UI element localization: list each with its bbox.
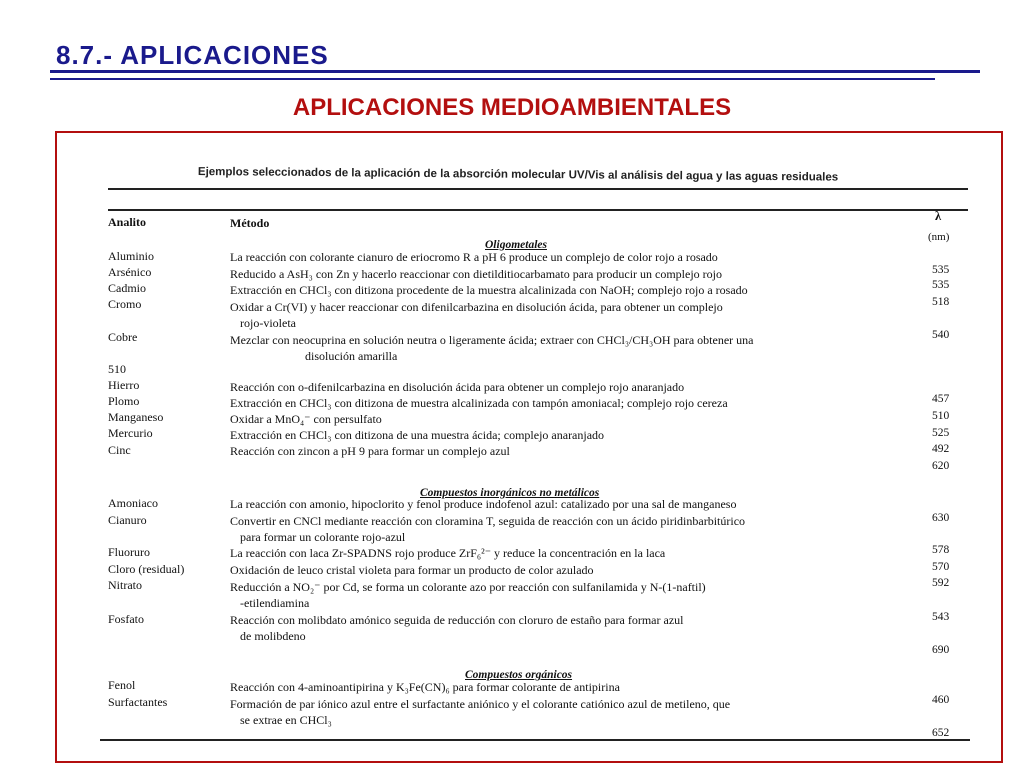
table-top-rule <box>108 188 968 190</box>
analyte-cell: Fenol <box>108 678 136 692</box>
section-title-organic: Compuestos orgánicos <box>465 669 573 681</box>
analyte-cell: Aluminio <box>108 249 155 263</box>
method-cell: Reacción con o-difenilcarbazina en disolución ácida para obtener un complejo rojo anaranjado <box>230 380 685 394</box>
analyte-cell: Arsénico <box>108 265 152 279</box>
analyte-cell: Cobre <box>108 330 138 344</box>
table-caption: Ejemplos seleccionados de la aplicación de la absorción molecular UV/Vis al análisis del agua y las aguas residuales <box>197 166 839 184</box>
lambda-cell: 652 <box>932 727 950 739</box>
header-analyte: Analito <box>108 215 147 229</box>
lambda-cell: 457 <box>932 393 950 405</box>
method-cell: La reacción con laca Zr-SPADNS rojo produce ZrF₆²⁻ y reduce la concentración en la laca <box>230 546 666 560</box>
method-cell: Reducido a AsH₃ con Zn y hacerlo reaccionar con dietilditiocarbamato para producir un complejo rojo <box>230 267 723 281</box>
analyte-cell: Hierro <box>108 378 140 392</box>
method-cell: Oxidación de leuco cristal violeta para formar un producto de color azulado <box>230 563 594 577</box>
analyte-cell: Fluoruro <box>108 545 150 559</box>
title-underline-secondary <box>50 78 935 80</box>
analyte-cell: Cinc <box>108 443 131 457</box>
lambda-cell: 525 <box>932 427 950 439</box>
analyte-cell: 510 <box>108 362 126 376</box>
method-cell: Formación de par iónico azul entre el surfactante aniónico y el colorante catiónico azul de metileno, que <box>230 697 731 711</box>
slide-subtitle: APLICACIONES MEDIOAMBIENTALES <box>292 94 732 121</box>
slide-title: 8.7.- APLICACIONES <box>56 40 329 70</box>
title-underline <box>50 70 980 73</box>
lambda-cell: 592 <box>932 577 950 589</box>
header-lambda-unit: (nm) <box>928 231 950 243</box>
method-cell-continued: se extrae en CHCl₃ <box>240 713 332 727</box>
lambda-cell: 630 <box>932 512 950 524</box>
method-cell: Reacción con 4-aminoantipirina y K₃Fe(CN)₆ para formar colorante de antipirina <box>230 680 620 694</box>
method-cell: Extracción en CHCl₃ con ditizona de muestra alcalinizada con tampón amoniacal; complejo rojo cereza <box>230 396 728 410</box>
method-cell: Reacción con molibdato amónico seguida de reducción con cloruro de estaño para formar azul <box>230 613 684 627</box>
analyte-cell: Manganeso <box>108 410 164 424</box>
analyte-cell: Fosfato <box>108 612 144 626</box>
analyte-cell: Cianuro <box>108 513 147 527</box>
method-cell: La reacción con colorante cianuro de eriocromo R a pH 6 produce un complejo de color rojo a rosado <box>230 250 718 264</box>
lambda-cell: 492 <box>932 443 950 455</box>
lambda-cell: 578 <box>932 544 950 556</box>
method-cell: Reducción a NO₂⁻ por Cd, se forma un colorante azo por reacción con sulfanilamida y N-(1-naftil) <box>230 580 706 594</box>
method-cell-continued: -etilendiamina <box>240 596 310 610</box>
method-cell-continued: rojo-violeta <box>240 316 296 330</box>
method-cell: Mezclar con neocuprina en solución neutra o ligeramente ácida; extraer con CHCl₃/CH₃OH para obtener una <box>230 333 754 347</box>
method-cell: Oxidar a Cr(VI) y hacer reaccionar con difenilcarbazina en disolución ácida, para obtener un complejo <box>230 300 723 314</box>
lambda-cell: 518 <box>932 296 950 308</box>
analyte-cell: Plomo <box>108 394 140 408</box>
method-cell-continued: disolución amarilla <box>305 349 398 363</box>
lambda-cell: 690 <box>932 644 950 656</box>
table-bottom-rule <box>100 739 970 741</box>
analyte-cell: Cloro (residual) <box>108 562 185 576</box>
lambda-cell: 543 <box>932 611 950 623</box>
method-cell-continued: para formar un colorante rojo-azul <box>240 530 406 544</box>
analyte-cell: Nitrato <box>108 578 142 592</box>
method-cell: Extracción en CHCl₃ con ditizona procedente de la muestra alcalinizada con NaOH; complejo rojo a rosado <box>230 283 748 297</box>
table-header-rule <box>108 209 968 211</box>
method-cell: Reacción con zincon a pH 9 para formar un complejo azul <box>230 444 510 458</box>
lambda-cell: 540 <box>932 329 950 341</box>
lambda-cell: 620 <box>932 460 950 472</box>
lambda-cell: 510 <box>932 410 950 422</box>
lambda-cell: 460 <box>932 694 950 706</box>
analyte-cell: Surfactantes <box>108 695 168 709</box>
applications-table <box>100 152 980 752</box>
header-method: Método <box>230 216 270 230</box>
header-lambda: λ <box>935 209 942 223</box>
analyte-cell: Amoniaco <box>108 496 158 510</box>
section-title-oligometales: Oligometales <box>485 239 547 251</box>
lambda-cell: 535 <box>932 279 950 291</box>
method-cell: La reacción con amonio, hipoclorito y fenol produce indofenol azul: catalizado por una sal de manganeso <box>230 497 737 511</box>
method-cell-continued: de molibdeno <box>240 629 306 643</box>
lambda-cell: 570 <box>932 561 950 573</box>
lambda-cell: 535 <box>932 264 950 276</box>
analyte-cell: Mercurio <box>108 426 153 440</box>
method-cell: Convertir en CNCl mediante reacción con cloramina T, seguida de reacción con un ácido piridinbarbitúrico <box>230 514 746 528</box>
section-title-inorganic: Compuestos inorgánicos no metálicos <box>420 487 600 499</box>
analyte-cell: Cadmio <box>108 281 146 295</box>
analyte-cell: Cromo <box>108 297 142 311</box>
method-cell: Oxidar a MnO₄⁻ con persulfato <box>230 412 382 426</box>
method-cell: Extracción en CHCl₃ con ditizona de una muestra ácida; complejo anaranjado <box>230 428 605 442</box>
